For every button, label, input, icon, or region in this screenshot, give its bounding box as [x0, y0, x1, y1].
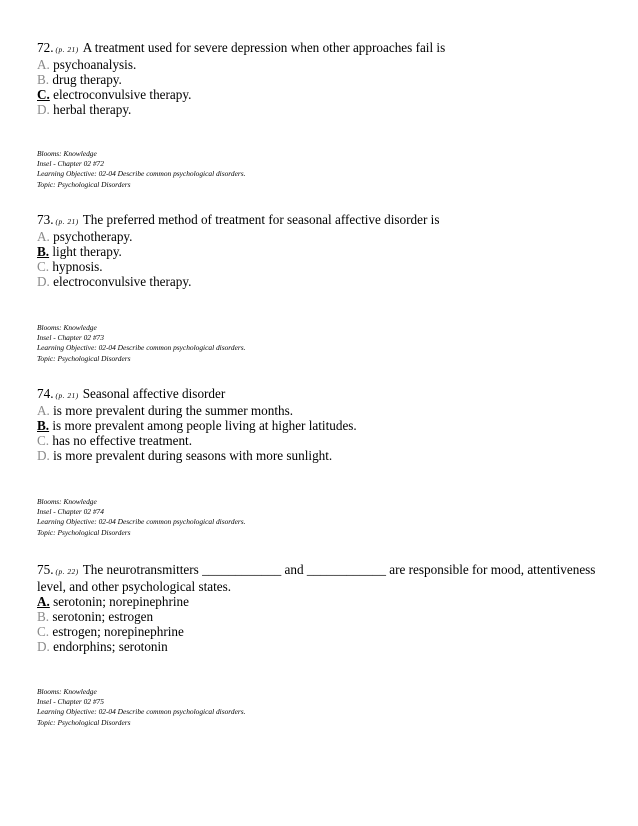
- option-c: C. hypnosis.: [37, 259, 103, 274]
- question-75-metadata: [37, 687, 597, 728]
- question-75: [37, 562, 607, 654]
- option-d: D. herbal therapy.: [37, 102, 132, 117]
- meta-blooms: Blooms: Knowledge: [37, 323, 97, 332]
- option-c-correct: C. electroconvulsive therapy.: [37, 87, 192, 102]
- option-d: D. electroconvulsive therapy.: [37, 274, 192, 289]
- question-stem: [37, 386, 607, 403]
- meta-topic: Topic: Psychological Disorders: [37, 353, 131, 363]
- meta-source: Insel - Chapter 02 #75: [37, 697, 104, 707]
- option-a: A. psychoanalysis.: [37, 57, 137, 72]
- meta-blooms: Blooms: Knowledge: [37, 687, 97, 696]
- option-b-correct: B. is more prevalent among people living at higher latitudes.: [37, 418, 357, 433]
- question-number: 74.: [37, 386, 54, 401]
- option-b: B. serotonin; estrogen: [37, 609, 154, 624]
- question-72-metadata: [37, 149, 597, 190]
- meta-objective: Learning Objective: 02-04 Describe common psychological disorders.: [37, 169, 246, 179]
- meta-objective: Learning Objective: 02-04 Describe common psychological disorders.: [37, 707, 246, 717]
- page-reference: (p. 21): [55, 217, 79, 226]
- meta-blooms: Blooms: Knowledge: [37, 149, 97, 158]
- question-text: The preferred method of treatment for seasonal affective disorder is: [82, 212, 440, 227]
- meta-objective: Learning Objective: 02-04 Describe common psychological disorders.: [37, 343, 246, 353]
- meta-blooms: Blooms: Knowledge: [37, 497, 97, 506]
- question-74-metadata: [37, 497, 597, 538]
- option-c: C. estrogen; norepinephrine: [37, 624, 184, 639]
- option-b: B. drug therapy.: [37, 72, 122, 87]
- question-stem: [37, 562, 607, 594]
- meta-topic: Topic: Psychological Disorders: [37, 179, 131, 189]
- option-a: A. psychotherapy.: [37, 229, 133, 244]
- question-73-metadata: [37, 323, 597, 364]
- option-a: A. is more prevalent during the summer months.: [37, 403, 294, 418]
- meta-objective: Learning Objective: 02-04 Describe common psychological disorders.: [37, 517, 246, 527]
- question-73: [37, 212, 607, 289]
- page-reference: (p. 21): [55, 45, 79, 54]
- question-72: [37, 40, 607, 117]
- option-d: D. is more prevalent during seasons with more sunlight.: [37, 448, 333, 463]
- question-74: [37, 386, 607, 463]
- option-a-correct: A. serotonin; norepinephrine: [37, 594, 189, 609]
- question-number: 72.: [37, 40, 54, 55]
- meta-source: Insel - Chapter 02 #72: [37, 159, 104, 169]
- page-reference: (p. 21): [55, 391, 79, 400]
- question-stem: [37, 40, 607, 57]
- page-reference: (p. 22): [55, 567, 79, 576]
- question-text: The neurotransmitters ____________ and ____________ are responsible for mood, attentiveness level, and other psychological states.: [37, 562, 596, 594]
- option-b-correct: B. light therapy.: [37, 244, 122, 259]
- question-number: 73.: [37, 212, 54, 227]
- meta-topic: Topic: Psychological Disorders: [37, 717, 131, 727]
- question-number: 75.: [37, 562, 54, 577]
- meta-source: Insel - Chapter 02 #74: [37, 507, 104, 517]
- question-text: Seasonal affective disorder: [82, 386, 226, 401]
- meta-topic: Topic: Psychological Disorders: [37, 527, 131, 537]
- option-c: C. has no effective treatment.: [37, 433, 193, 448]
- meta-source: Insel - Chapter 02 #73: [37, 333, 104, 343]
- question-stem: [37, 212, 607, 229]
- option-d: D. endorphins; serotonin: [37, 639, 168, 654]
- question-text: A treatment used for severe depression when other approaches fail is: [82, 40, 446, 55]
